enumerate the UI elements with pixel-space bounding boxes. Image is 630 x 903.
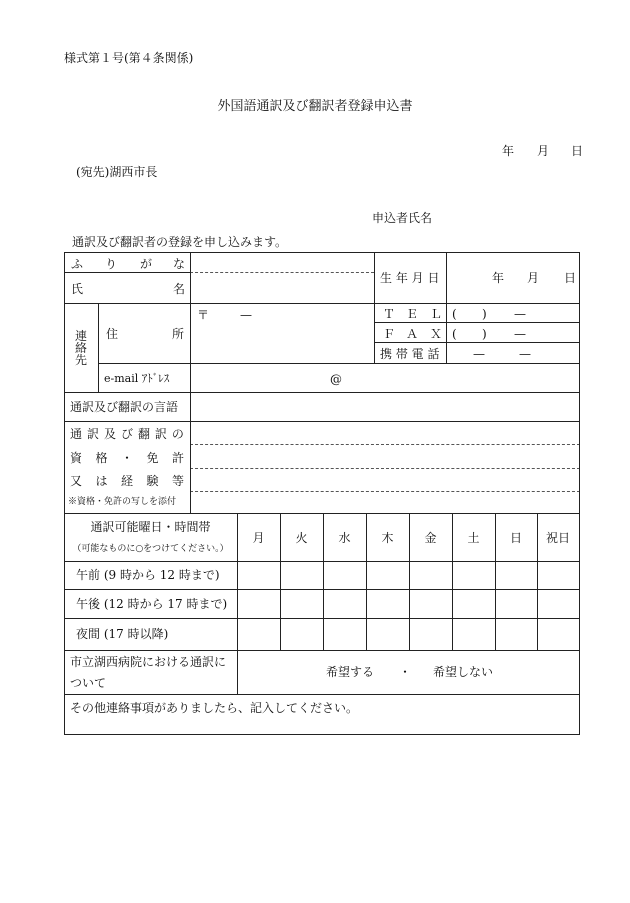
schedule-cell[interactable]: [367, 590, 409, 618]
schedule-cell[interactable]: [453, 562, 495, 589]
date-year: 年: [502, 144, 515, 158]
address-label-2: 所: [172, 327, 185, 341]
fax-label-3: Ｘ: [430, 327, 443, 341]
qual-char: ・: [120, 451, 133, 465]
addressee: (宛先)湖西市長: [76, 165, 158, 179]
schedule-cell[interactable]: [238, 590, 280, 618]
qual-char: 験: [146, 474, 159, 488]
qual-char: 経: [120, 474, 133, 488]
other-label: その他連絡事項がありましたら、記入してください。: [70, 701, 359, 715]
schedule-cell[interactable]: [410, 562, 452, 589]
schedule-cell[interactable]: [281, 619, 323, 650]
hospital-label-1: 市立湖西病院における通訳に: [70, 655, 227, 669]
furigana-label-2: り: [105, 257, 118, 271]
date-day: 日: [571, 144, 584, 158]
furigana-label-3: が: [140, 257, 153, 271]
day-fri: 金: [424, 531, 437, 545]
qual-char: 許: [171, 451, 184, 465]
schedule-cell[interactable]: [410, 619, 452, 650]
qual-char: 又: [70, 474, 83, 488]
qual-char: 等: [171, 474, 184, 488]
qual-label-row-1: [70, 428, 184, 440]
qual-char: 免: [146, 451, 159, 465]
day-sat: 土: [467, 531, 480, 545]
qual-char: 訳: [86, 427, 99, 441]
name-label-2: 名: [173, 282, 186, 296]
qual-char: 資: [70, 451, 83, 465]
fax-paren-open: (: [452, 327, 457, 341]
schedule-cell[interactable]: [324, 590, 366, 618]
qual-char: 格: [95, 451, 108, 465]
qual-char: の: [171, 427, 184, 441]
page-title: 外国語通訳及び翻訳者登録申込書: [217, 99, 413, 114]
schedule-cell[interactable]: [367, 562, 409, 589]
tel-label-1: Ｔ: [383, 307, 396, 321]
hospital-option-separator: ・: [399, 665, 412, 679]
fax-paren-close: ): [482, 327, 487, 341]
qual-char: 及: [103, 427, 116, 441]
other-field[interactable]: [65, 718, 579, 733]
schedule-cell[interactable]: [238, 562, 280, 589]
contact-label-2: 絡: [75, 341, 88, 355]
mobile-dash-1: —: [473, 347, 485, 361]
schedule-cell[interactable]: [496, 619, 537, 650]
qual-field-4[interactable]: [191, 492, 579, 512]
postal-dash: —: [240, 308, 252, 322]
name-field[interactable]: [191, 273, 373, 302]
language-label: 通訳及び翻訳の言語: [70, 400, 179, 414]
contact-label-1: 連: [75, 329, 88, 343]
qual-char: 翻: [137, 427, 150, 441]
qual-label-row-3: [70, 475, 184, 487]
qual-label-row-2: [70, 452, 184, 464]
schedule-cell[interactable]: [238, 619, 280, 650]
intro-text: 通訳及び翻訳者の登録を申し込みます。: [72, 235, 288, 249]
schedule-header: 通訳可能曜日・時間帯: [90, 520, 211, 534]
qual-field-2[interactable]: [191, 445, 579, 467]
qual-note: ※資格・免許の写しを添付: [68, 497, 177, 507]
day-tue: 火: [295, 531, 308, 545]
fax-label-2: Ａ: [406, 327, 419, 341]
tel-dash: —: [514, 307, 526, 321]
tel-label-3: Ｌ: [430, 307, 443, 321]
hospital-option-yes[interactable]: 希望する: [326, 665, 375, 679]
schedule-cell[interactable]: [324, 562, 366, 589]
schedule-cell[interactable]: [324, 619, 366, 650]
qual-field-3[interactable]: [191, 469, 579, 491]
schedule-cell[interactable]: [410, 590, 452, 618]
slot-morning: 午前 (9 時から 12 時まで): [76, 568, 220, 582]
day-thu: 木: [381, 531, 394, 545]
tel-paren-open: (: [452, 307, 457, 321]
hospital-option-no[interactable]: 希望しない: [433, 665, 494, 679]
schedule-cell[interactable]: [538, 562, 579, 589]
day-wed: 水: [338, 531, 351, 545]
qual-char: は: [95, 474, 108, 488]
applicant-label: 申込者氏名: [372, 211, 433, 225]
tel-label-2: Ｅ: [406, 307, 419, 321]
birth-month: 月: [527, 271, 540, 285]
slot-afternoon: 午後 (12 時から 17 時まで): [76, 597, 228, 611]
at-mark: @: [330, 372, 342, 386]
email-field[interactable]: [191, 364, 579, 391]
furigana-label-4: な: [173, 257, 186, 271]
hospital-label-2: ついて: [70, 676, 107, 690]
schedule-cell[interactable]: [453, 619, 495, 650]
furigana-label-1: ふ: [71, 257, 84, 271]
schedule-cell[interactable]: [281, 590, 323, 618]
schedule-cell[interactable]: [538, 619, 579, 650]
postal-mark: 〒: [197, 308, 210, 322]
mobile-label: 携 帯 電 話: [380, 347, 440, 361]
fax-field[interactable]: [447, 323, 579, 341]
tel-field[interactable]: [447, 304, 579, 321]
schedule-cell[interactable]: [538, 590, 579, 618]
email-label: e-mail ｱﾄﾞﾚｽ: [104, 372, 170, 385]
schedule-note: （可能なものに○をつけてください。）: [72, 544, 229, 554]
birth-date-field[interactable]: [447, 253, 579, 302]
birth-day: 日: [564, 271, 577, 285]
schedule-cell[interactable]: [496, 562, 537, 589]
mobile-field[interactable]: [447, 343, 579, 362]
address-label-1: 住: [106, 327, 119, 341]
tel-paren-close: ): [482, 307, 487, 321]
address-field[interactable]: [191, 304, 373, 362]
furigana-field[interactable]: [191, 253, 373, 271]
contact-label-3: 先: [75, 353, 88, 367]
qual-char: び: [120, 427, 133, 441]
birth-year: 年: [492, 271, 505, 285]
language-field[interactable]: [191, 393, 579, 420]
mobile-dash-2: —: [519, 347, 531, 361]
form-id: 様式第１号(第４条関係): [64, 51, 194, 65]
day-holiday: 祝日: [545, 531, 570, 545]
schedule-cell[interactable]: [367, 619, 409, 650]
date-month: 月: [537, 144, 550, 158]
fax-label-1: Ｆ: [383, 327, 396, 341]
name-label-1: 氏: [71, 282, 84, 296]
day-mon: 月: [252, 531, 265, 545]
qual-field-1[interactable]: [191, 422, 579, 444]
day-sun: 日: [509, 531, 522, 545]
schedule-cell[interactable]: [496, 590, 537, 618]
schedule-cell[interactable]: [281, 562, 323, 589]
birth-label: 生 年 月 日: [380, 271, 440, 285]
qual-char: 訳: [154, 427, 167, 441]
qual-char: 通: [70, 427, 83, 441]
schedule-cell[interactable]: [453, 590, 495, 618]
fax-dash: —: [514, 327, 526, 341]
slot-night: 夜間 (17 時以降): [76, 627, 169, 641]
